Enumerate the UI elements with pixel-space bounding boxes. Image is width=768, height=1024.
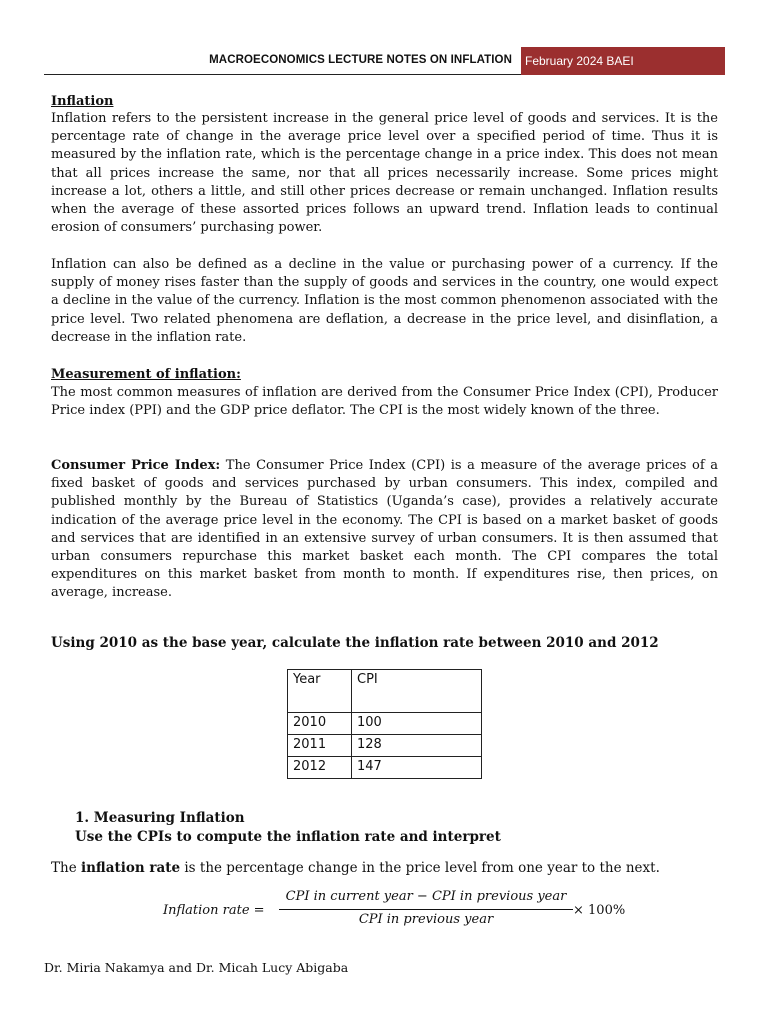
table-row [288, 713, 482, 735]
header-title: MACROECONOMICS LECTURE NOTES ON INFLATION [209, 54, 512, 66]
page-header [44, 47, 725, 75]
table-row [288, 757, 482, 779]
inflation-rate-definition [51, 860, 660, 876]
header-rule [44, 74, 521, 75]
cpi-paragraph-text [51, 457, 718, 603]
measurement-paragraph-text: The most common measures of inflation are derived from the Consumer Price Index (CPI), Producer Price index (PPI) and the GDP price deflator. The CPI is the most widely known of the three. [51, 385, 718, 419]
inflation-heading: Inflation [51, 94, 114, 109]
table-cell-year: 2011 [288, 735, 352, 757]
cpi-table [287, 669, 482, 779]
cpi-lead: Consumer Price Index: [51, 458, 221, 473]
table-cell-cpi: 100 [352, 713, 482, 735]
inflation-paragraph-1-text: Inflation refers to the persistent increase in the general price level of goods and services. It is the percentage rate of change in the average price level over a specified period of time. Thus it is measured by the inflation rate, which is the percentage change in a price index. This does not mean that all prices increase the same, nor that all prices necessarily increase. Some prices might increase a lot, others a little, and still other prices decrease or remain unchanged. Inflation results when the average of these assorted prices follows an upward trend. Inflation leads to continual erosion of consumers’ purchasing power. [51, 111, 718, 236]
formula-denominator: CPI in previous year [358, 912, 494, 927]
measurement-heading: Measurement of inflation: [51, 367, 241, 382]
formula-lhs: Inflation rate = [163, 903, 265, 918]
header-date-tag: February 2024 BAEI [521, 47, 725, 75]
section-title: 1. Measuring Inflation [75, 810, 245, 826]
inflation-paragraph-2-text: Inflation can also be defined as a decline in the value or purchasing power of a currency. If the supply of money rises faster than the supply of goods and services in the country, one would expect a decline in the value of the currency. Inflation is the most common phenomenon associated with the price level. Two related phenomena are deflation, a decrease in the price level, and disinflation, a decrease in the inflation rate. [51, 257, 718, 345]
table-header-year: Year [288, 670, 352, 713]
cpi-paragraph [51, 457, 718, 603]
formula-rhs: × 100% [573, 903, 626, 918]
question: Using 2010 as the base year, calculate the inflation rate between 2010 and 2012 [51, 635, 659, 651]
inflation-paragraph-1 [51, 110, 718, 237]
inflation-paragraph-2 [51, 256, 718, 347]
table-header-cpi: CPI [352, 670, 482, 713]
measurement-paragraph [51, 384, 718, 420]
table-cell-cpi: 128 [352, 735, 482, 757]
table-cell-cpi: 147 [352, 757, 482, 779]
definition-post: is the percentage change in the price level from one year to the next. [180, 860, 660, 876]
cpi-text: The Consumer Price Index (CPI) is a measure of the average prices of a fixed basket of goods and services purchased by urban consumers. This index, compiled and published monthly by the Bureau of Statistics (Uganda’s case), provides a relatively accurate indication of the average price level in the economy. The CPI is based on a market basket of goods and services that are identified in an extensive survey of urban consumers. It is then assumed that urban consumers repurchase this market basket each month. The CPI compares the total expenditures on this market basket from month to month. If expenditures rise, then prices, on average, increase. [51, 458, 718, 601]
footer-authors: Dr. Miria Nakamya and Dr. Micah Lucy Abigaba [44, 960, 349, 975]
formula-numerator: CPI in current year − CPI in previous year [285, 889, 567, 904]
table-cell-year: 2010 [288, 713, 352, 735]
definition-bold: inflation rate [80, 860, 181, 876]
definition-pre: The [51, 860, 81, 876]
formula-fraction [279, 889, 573, 927]
table-cell-year: 2012 [288, 757, 352, 779]
section-subtitle: Use the CPIs to compute the inflation rate and interpret [75, 829, 501, 845]
table-row [288, 735, 482, 757]
table-header-row [288, 670, 482, 713]
